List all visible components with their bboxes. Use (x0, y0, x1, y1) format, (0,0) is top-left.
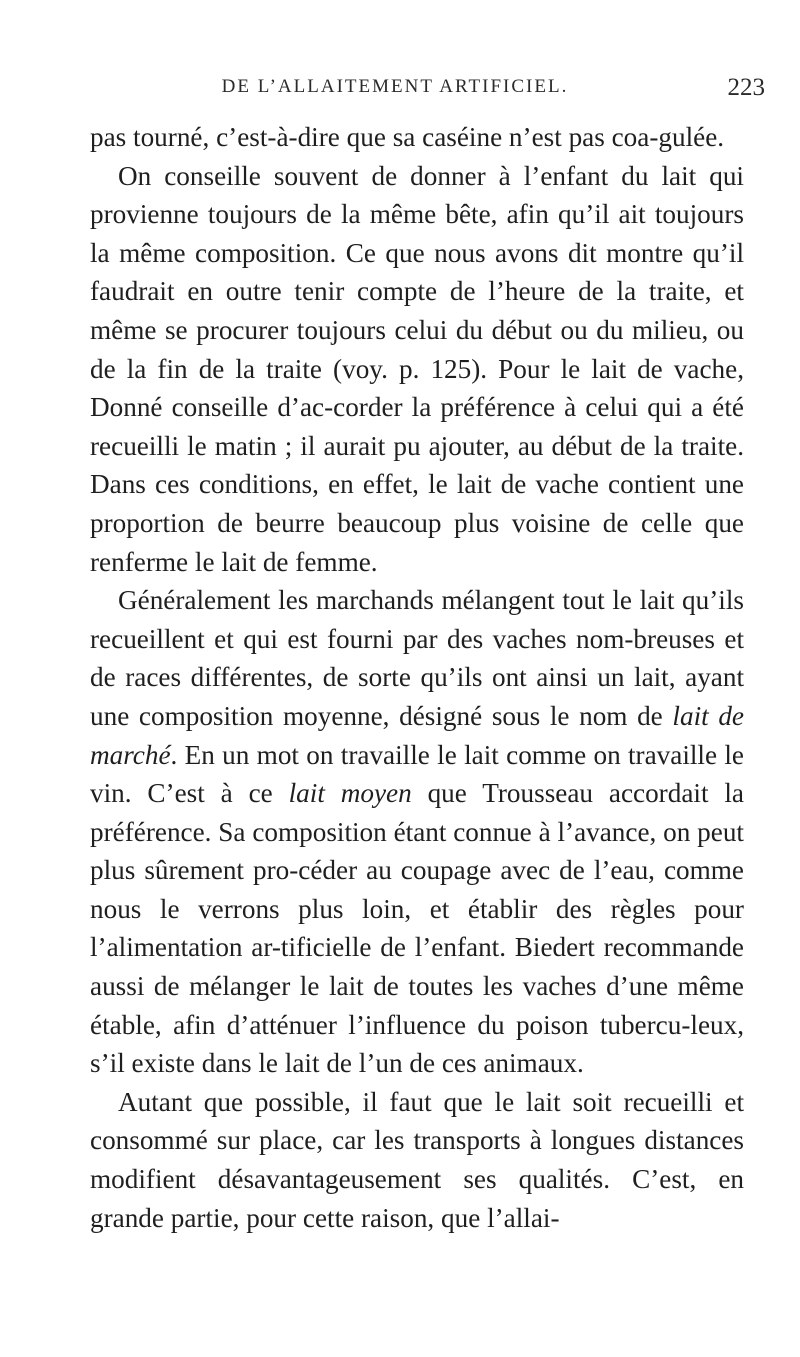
running-head (221, 74, 795, 110)
italic-term-lait-moyen: lait moyen (288, 778, 412, 809)
paragraph-3-text-1: Généralement les marchands mélangent tout le lait qu’ils recueillent et qui est fourni par des vaches nom-breuses et de races différentes, de sorte qu’ils ont ainsi un lait, ayant une composition moyenne, désigné sous le nom de (90, 585, 744, 731)
italic-term-lait-de-marche: lait de marché (90, 700, 744, 770)
paragraph-1: pas tourné, c’est-à-dire que sa caséine n’est pas coa-gulée. (90, 122, 725, 152)
running-title: DE L’ALLAITEMENT ARTIFICIEL. (221, 76, 569, 97)
paragraph-3-text-2: . En un mot on travaille le lait comme on travaille le vin. C’est à ce (90, 739, 744, 809)
page-number: 223 (727, 74, 765, 101)
paragraph-4: Autant que possible, il faut que le lait soit recueilli et consommé sur place, car les transports à longues distances modifient désavantageusement ses qualités. C’est, en grande partie, pour cette raison, que l’allai- (90, 1086, 744, 1233)
paragraph-2: On conseille souvent de donner à l’enfant du lait qui provienne toujours de la même bête, afin qu’il ait toujours la même composition. Ce que nous avons dit montre qu’il faudrait en outre tenir compte de l’heure de la traite, et même se procurer toujours celui du début ou du milieu, ou de la fin de la traite (voy. p. 125). Pour le lait de vache, Donné conseille d’ac-corder la préférence à celui qui a été recueilli le matin ; il aurait pu ajouter, au début de la traite. Dans ces conditions, en effet, le lait de vache contient une proportion de beurre beaucoup plus voisine de celle que renferme le lait de femme. (90, 160, 744, 577)
paragraph-3-text-3: que Trousseau accordait la préférence. Sa composition étant connue à l’avance, on peut plus sûrement pro-céder au coupage avec de l’eau, comme nous le verrons plus loin, et établir des règles pour l’alimentation ar-tificielle de l’enfant. Biedert recommande aussi de mélanger le lait de toutes les vaches d’une même étable, afin d’atténuer l’influence du poison tubercu-leux, s’il existe dans le lait de l’un de ces animaux. (90, 778, 744, 1079)
body-text (90, 118, 744, 1237)
paragraph-3 (90, 581, 744, 1083)
